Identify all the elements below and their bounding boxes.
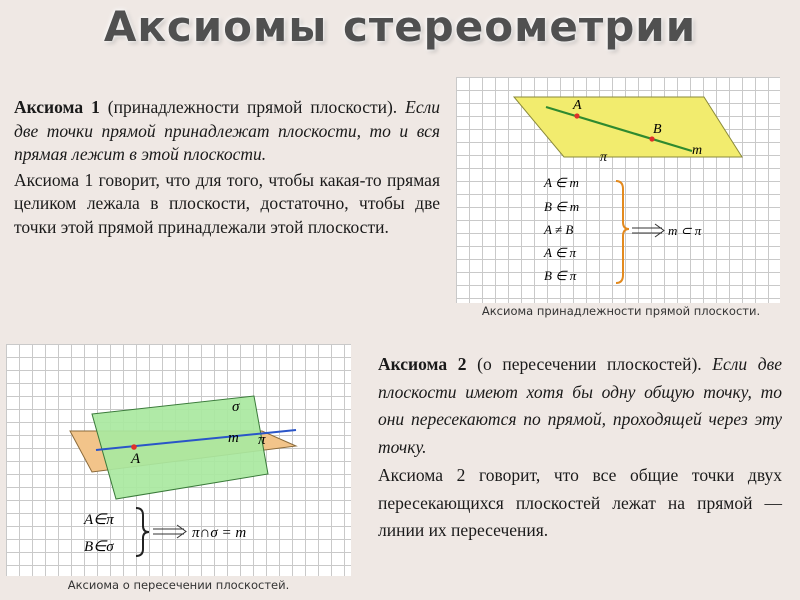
condition-1: A∈π (84, 512, 114, 528)
axiom1-figure (456, 77, 780, 303)
conclusion: m ⊂ π (668, 223, 702, 238)
brace-right (136, 508, 149, 556)
page-title: Аксиомы стереометрии (103, 2, 697, 51)
label-pi: π (600, 150, 608, 165)
axiom2-definition (378, 351, 782, 461)
axiom1-heading: Аксиома 1 (14, 97, 100, 117)
axiom1-statement: Если две точки прямой принадлежат плоскости, то и вся прямая лежит в этой плоскости. (14, 97, 440, 164)
point-a (574, 113, 579, 118)
implies-arrowhead (655, 224, 664, 237)
axiom1-subtitle: (принадлежности прямой плоскости). (99, 97, 406, 117)
condition-4: A ∈ π (544, 245, 577, 260)
condition-1: A ∈ m (544, 175, 579, 190)
axiom2-caption: Аксиома о пересечении плоскостей. (67, 578, 290, 592)
axiom1-text (14, 96, 440, 239)
axiom1-definition (14, 96, 440, 167)
label-m: m (692, 143, 703, 158)
axiom2-subtitle: (о пересечении плоскостей). (466, 354, 713, 374)
label-m: m (228, 430, 239, 446)
axiom1-explanation: Аксиома 1 говорит, что для того, чтобы какая-то прямая целиком лежала в плоскости, достаточно, чтобы две точки этой прямой принадлежали этой плоскости. (14, 169, 440, 237)
conclusion: π∩σ = m (192, 525, 247, 541)
label-a: A (573, 98, 582, 113)
condition-3: A ≠ B (544, 222, 574, 237)
axiom1-diagram (456, 77, 780, 303)
plane-pi-shape (514, 97, 742, 157)
condition-5: B ∈ π (544, 268, 577, 283)
axiom2-statement: Если две плоскости имеют хотя бы одну общую точку, то они пересекаются по прямой, проходящей через эту точку. (378, 354, 782, 457)
axiom2-text (378, 351, 782, 545)
bracket-right (616, 181, 629, 283)
implies-arrowhead (177, 525, 186, 538)
axiom2-heading: Аксиома 2 (378, 354, 467, 374)
label-a: A (131, 451, 141, 467)
condition-2: B∈σ (84, 539, 114, 555)
label-sigma: σ (232, 399, 240, 415)
point-b (649, 136, 654, 141)
label-b: B (653, 122, 662, 137)
axiom2-diagram (6, 344, 351, 576)
axiom2-explanation: Аксиома 2 говорит, что все общие точки двух пересекающихся плоскостей лежат на прямой — линии их пересечения. (378, 465, 782, 540)
point-a (131, 444, 137, 450)
axiom1-caption: Аксиома принадлежности прямой плоскости. (481, 304, 761, 318)
label-pi: π (258, 432, 266, 448)
condition-2: B ∈ m (544, 199, 580, 214)
axiom2-figure (6, 344, 351, 576)
